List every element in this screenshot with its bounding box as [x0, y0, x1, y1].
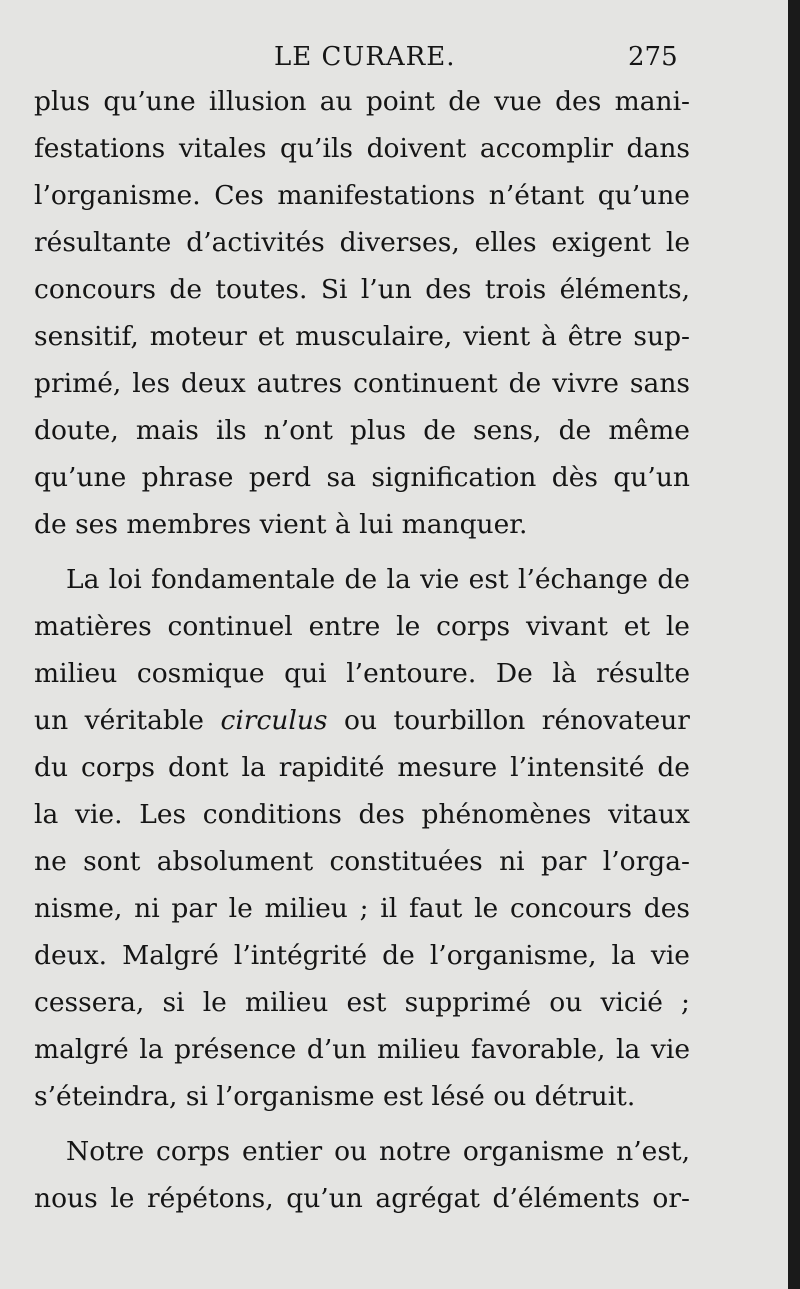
body-text	[34, 78, 690, 1222]
text-line-with-italic	[34, 697, 690, 744]
text-line: la vie. Les conditions des phénomènes vitaux	[34, 799, 690, 830]
page-header	[0, 42, 700, 82]
text-line: cessera, si le milieu est supprimé ou vicié ;	[34, 987, 690, 1018]
page-edge-shadow	[788, 0, 800, 1289]
text-line: s’éteindra, si l’organisme est lésé ou détruit.	[34, 1081, 636, 1112]
running-title: LE CURARE.	[274, 42, 456, 72]
text-line: ne sont absolument constituées ni par l’orga-	[34, 846, 690, 877]
text-line: de ses membres vient à lui manquer.	[34, 509, 528, 540]
page-number: 275	[628, 42, 678, 72]
text-line: nous le répétons, qu’un agrégat d’éléments or-	[34, 1183, 690, 1214]
text-line: l’organisme. Ces manifestations n’étant qu’une	[34, 180, 690, 211]
text-line: deux. Malgré l’intégrité de l’organisme, la vie	[34, 940, 690, 971]
text-segment: ou tourbillon rénovateur	[327, 705, 690, 736]
text-line: primé, les deux autres continuent de vivre sans	[34, 368, 690, 399]
text-line: sensitif, moteur et musculaire, vient à être sup-	[34, 321, 690, 352]
text-line: Notre corps entier ou notre organisme n’est,	[66, 1136, 690, 1167]
text-line: qu’une phrase perd sa signification dès qu’un	[34, 462, 690, 493]
text-line: malgré la présence d’un milieu favorable, la vie	[34, 1034, 690, 1065]
italic-term: circulus	[220, 705, 328, 736]
text-line: La loi fondamentale de la vie est l’échange de	[66, 564, 690, 595]
text-line: nisme, ni par le milieu ; il faut le concours des	[34, 893, 690, 924]
text-line: du corps dont la rapidité mesure l’intensité de	[34, 752, 690, 783]
text-line: plus qu’une illusion au point de vue des mani-	[34, 86, 690, 117]
text-line: matières continuel entre le corps vivant et le	[34, 611, 690, 642]
text-line: milieu cosmique qui l’entoure. De là résulte	[34, 658, 690, 689]
text-line: festations vitales qu’ils doivent accomplir dans	[34, 133, 690, 164]
text-line: résultante d’activités diverses, elles exigent le	[34, 227, 690, 258]
text-line: doute, mais ils n’ont plus de sens, de même	[34, 415, 690, 446]
text-segment: un véritable	[34, 705, 221, 736]
text-line: concours de toutes. Si l’un des trois éléments,	[34, 274, 690, 305]
